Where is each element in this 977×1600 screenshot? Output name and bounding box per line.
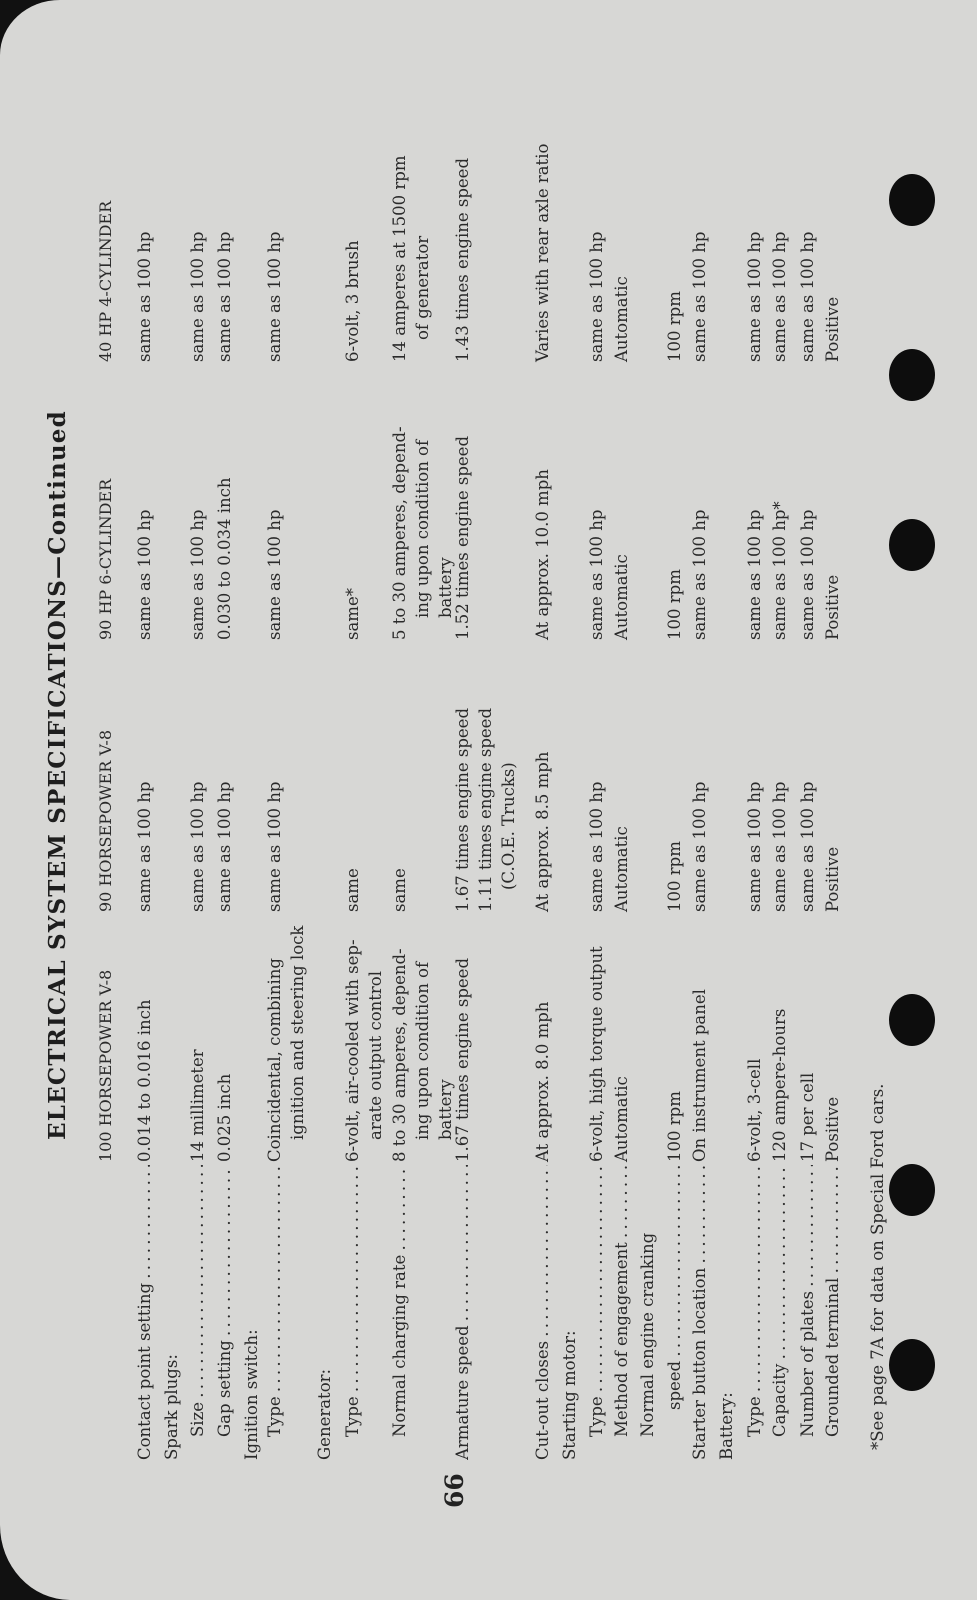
cell-line: 100 rpm xyxy=(665,841,684,912)
cell-line: same xyxy=(390,868,409,912)
table-cell xyxy=(821,297,844,362)
cell-line: same as 100 hp xyxy=(265,509,284,640)
page-number: 66 xyxy=(440,1473,469,1508)
table-cell xyxy=(133,782,156,912)
table-cell xyxy=(768,782,791,912)
cell-line: same as 100 hp xyxy=(135,781,154,912)
table-row xyxy=(341,0,385,1600)
cell-line: same as 100 hp xyxy=(188,231,207,362)
cell-line: 8 to 30 amperes, depend- xyxy=(390,948,409,1162)
table-cell xyxy=(213,232,236,362)
table-cell xyxy=(186,232,209,362)
row-label xyxy=(585,1165,608,1437)
cell-line: Varies with rear axle ratio xyxy=(533,143,552,362)
table-cell xyxy=(610,276,633,362)
row-label-text: Number of plates xyxy=(798,1291,817,1437)
row-label-text: Contact point setting xyxy=(135,1282,154,1460)
cell-line: same as 100 hp xyxy=(188,781,207,912)
cell-line: 120 ampere-hours xyxy=(770,1008,789,1162)
cell-line: same as 100 hp xyxy=(587,231,606,362)
row-label xyxy=(313,1165,336,1460)
table-row xyxy=(133,0,156,1600)
cell-line: same as 100 hp xyxy=(135,231,154,362)
cell-line: 0.014 to 0.016 inch xyxy=(135,999,154,1162)
table-cell xyxy=(531,469,554,640)
cell-line: same as 100 hp xyxy=(745,781,764,912)
cell-line: same as 100 hp xyxy=(745,509,764,640)
row-label xyxy=(558,1165,581,1460)
row-label xyxy=(213,1165,236,1437)
cell-line: of generator xyxy=(413,235,432,340)
table-cell xyxy=(585,510,608,640)
table-cell xyxy=(263,782,286,912)
cell-line: Coincidental, combining xyxy=(265,958,284,1162)
cell-line: same as 100 hp xyxy=(188,509,207,640)
row-label xyxy=(160,1165,183,1460)
cell-line: arate output control xyxy=(366,971,385,1140)
row-label xyxy=(388,1165,411,1437)
cell-line: same as 100 hp xyxy=(587,509,606,640)
table-cell xyxy=(585,782,608,912)
cell-line: 6-volt, high torque output xyxy=(587,946,606,1162)
table-cell xyxy=(796,782,819,912)
row-label-text: Generator: xyxy=(315,1368,334,1460)
cell-line: On instrument panel xyxy=(690,989,709,1162)
table-cell xyxy=(451,708,520,912)
table-cell xyxy=(796,232,819,362)
cell-line: same as 100 hp xyxy=(798,231,817,362)
row-label-text: Grounded terminal xyxy=(823,1277,842,1437)
table-cell xyxy=(263,926,309,1162)
column-header-90hp-v8: 90 HORSEPOWER V-8 xyxy=(96,729,115,912)
table-cell xyxy=(585,946,608,1162)
cell-line: same* xyxy=(343,588,362,640)
row-label xyxy=(796,1165,819,1437)
table-cell xyxy=(341,868,364,912)
cell-line: Positive xyxy=(823,574,842,640)
table-cell xyxy=(388,868,411,912)
table-row xyxy=(186,0,209,1600)
row-label xyxy=(743,1165,766,1437)
cell-line: same as 100 hp xyxy=(215,781,234,912)
table-cell xyxy=(451,958,474,1162)
cell-line: same xyxy=(343,868,362,912)
cell-line: 1.67 times engine speed xyxy=(453,707,472,912)
table-row xyxy=(743,0,766,1600)
table-row xyxy=(160,0,183,1600)
column-header-90hp-6cyl: 90 HP 6-CYLINDER xyxy=(96,478,115,640)
table-cell xyxy=(663,291,686,362)
cell-line: same as 100 hp xyxy=(215,231,234,362)
cell-line: 17 per cell xyxy=(798,1072,817,1162)
table-row xyxy=(240,0,263,1600)
table-cell xyxy=(796,1073,819,1162)
table-cell xyxy=(388,948,457,1162)
row-label xyxy=(610,1165,633,1437)
table-cell xyxy=(663,1091,686,1162)
cell-line: battery xyxy=(436,1079,455,1140)
cell-line: Positive xyxy=(823,846,842,912)
table-row xyxy=(663,0,686,1600)
row-label-text: Type xyxy=(265,1396,284,1437)
row-label-text: Type xyxy=(745,1396,764,1437)
table-row xyxy=(796,0,819,1600)
table-cell xyxy=(451,158,474,362)
table-cell xyxy=(688,782,711,912)
row-label xyxy=(715,1165,738,1460)
row-label xyxy=(688,1165,711,1460)
row-label-text: Capacity xyxy=(770,1363,789,1437)
cell-line: same as 100 hp xyxy=(587,781,606,912)
cell-line: same as 100 hp xyxy=(798,509,817,640)
cell-line: same as 100 hp xyxy=(798,781,817,912)
table-row xyxy=(263,0,307,1600)
table-cell xyxy=(186,782,209,912)
cell-line: Positive xyxy=(823,1096,842,1162)
row-label-text: speed xyxy=(665,1360,684,1410)
cell-line: same as 100 hp xyxy=(135,509,154,640)
cell-line: 1.11 times engine speed xyxy=(476,707,495,912)
table-cell xyxy=(821,1097,844,1162)
row-label-text: Size xyxy=(188,1401,207,1437)
table-cell xyxy=(213,782,236,912)
row-label-text: Normal engine cranking xyxy=(638,1232,657,1437)
cell-line: (C.O.E. Trucks) xyxy=(499,762,518,890)
table-cell xyxy=(133,999,156,1162)
cell-line: 14 millimeter xyxy=(188,1049,207,1162)
cell-line: same as 100 hp xyxy=(770,781,789,912)
cell-line: Automatic xyxy=(612,554,631,640)
row-label-text: Starter button location xyxy=(690,1267,709,1460)
cell-line: 6-volt, 3-cell xyxy=(745,1058,764,1162)
row-label xyxy=(263,1165,286,1437)
table-cell xyxy=(186,510,209,640)
cell-line: 1.67 times engine speed xyxy=(453,957,472,1162)
table-cell xyxy=(531,144,554,362)
table-cell xyxy=(388,156,434,362)
row-label-text: Type xyxy=(343,1396,362,1437)
table-cell xyxy=(688,232,711,362)
table-row xyxy=(688,0,711,1600)
cell-line: Automatic xyxy=(612,276,631,362)
column-header-100hp-v8: 100 HORSEPOWER V-8 xyxy=(96,969,115,1162)
table-row xyxy=(610,0,633,1600)
table-row xyxy=(558,0,581,1600)
cell-line: battery xyxy=(436,557,455,618)
row-label-text: Normal charging rate xyxy=(390,1254,409,1437)
cell-line: 1.52 times engine speed xyxy=(453,435,472,640)
cell-line: 5 to 30 amperes, depend- xyxy=(390,426,409,640)
cell-line: ing upon condition of xyxy=(413,961,432,1140)
table-cell xyxy=(743,1059,766,1162)
row-label xyxy=(636,1165,659,1437)
table-cell xyxy=(133,232,156,362)
table-row xyxy=(821,0,844,1600)
cell-line: same as 100 hp xyxy=(690,781,709,912)
table-row xyxy=(213,0,236,1600)
cell-line: 100 rpm xyxy=(665,291,684,362)
row-label-text: Method of engagement xyxy=(612,1242,631,1437)
cell-line: 6-volt, air-cooled with sep- xyxy=(343,939,362,1162)
row-label xyxy=(451,1165,474,1460)
cell-line: At approx. 8.0 mph xyxy=(533,1001,552,1162)
cell-line: 6-volt, 3 brush xyxy=(343,240,362,362)
cell-line: same as 100 hp xyxy=(265,231,284,362)
row-label-text: Ignition switch: xyxy=(242,1329,261,1460)
table-cell xyxy=(531,1002,554,1162)
row-label xyxy=(531,1165,554,1460)
row-label-text: Spark plugs: xyxy=(162,1354,181,1460)
cell-line: At approx. 10.0 mph xyxy=(533,469,552,640)
row-label-text: Starting motor: xyxy=(560,1330,579,1460)
table-cell xyxy=(688,989,711,1162)
table-cell xyxy=(768,501,791,640)
table-row xyxy=(585,0,608,1600)
page-title: ELECTRICAL SYSTEM SPECIFICATIONS—Continued xyxy=(44,410,71,1140)
cell-line: 0.025 inch xyxy=(215,1073,234,1162)
row-label-text: Type xyxy=(587,1396,606,1437)
row-label-text: Armature speed xyxy=(453,1325,472,1460)
table-cell xyxy=(388,426,457,640)
table-cell xyxy=(610,826,633,912)
table-cell xyxy=(663,569,686,640)
table-cell xyxy=(133,510,156,640)
cell-line: same as 100 hp xyxy=(690,509,709,640)
column-header-40hp-4cyl: 40 HP 4-CYLINDER xyxy=(96,200,115,362)
cell-line: 14 amperes at 1500 rpm xyxy=(390,155,409,362)
table-cell xyxy=(743,782,766,912)
table-cell xyxy=(610,1076,633,1162)
row-label xyxy=(663,1165,686,1410)
cell-line: ignition and steering lock xyxy=(288,925,307,1140)
row-label-text: Gap setting xyxy=(215,1340,234,1437)
table-cell xyxy=(768,1009,791,1162)
table-cell xyxy=(213,477,236,640)
table-cell xyxy=(610,554,633,640)
cell-line: Automatic xyxy=(612,1076,631,1162)
cell-line: same as 100 hp xyxy=(745,231,764,362)
table-cell xyxy=(663,841,686,912)
table-cell xyxy=(531,752,554,912)
table-cell xyxy=(688,510,711,640)
table-cell xyxy=(821,847,844,912)
cell-line: ing upon condition of xyxy=(413,439,432,618)
table-cell xyxy=(341,588,364,640)
cell-line: Automatic xyxy=(612,826,631,912)
row-label-text: Battery: xyxy=(717,1392,736,1460)
table-cell xyxy=(585,232,608,362)
table-row xyxy=(313,0,336,1600)
row-label xyxy=(768,1165,791,1437)
cell-line: Positive xyxy=(823,296,842,362)
row-label xyxy=(341,1165,364,1437)
row-label xyxy=(821,1165,844,1437)
table-cell xyxy=(186,1049,209,1162)
table-cell xyxy=(341,240,364,362)
cell-line: same as 100 hp xyxy=(265,781,284,912)
table-cell xyxy=(213,1074,236,1162)
row-label-text: Cut-out closes xyxy=(533,1340,552,1460)
table-cell xyxy=(341,939,387,1162)
row-label xyxy=(186,1165,209,1437)
table-cell xyxy=(743,510,766,640)
table-cell xyxy=(743,232,766,362)
table-row xyxy=(531,0,554,1600)
table-row xyxy=(715,0,738,1600)
cell-line: 1.43 times engine speed xyxy=(453,157,472,362)
table-cell xyxy=(796,510,819,640)
table-row xyxy=(768,0,791,1600)
table-row xyxy=(451,0,518,1600)
table-cell xyxy=(821,575,844,640)
table-cell xyxy=(263,510,286,640)
table-cell xyxy=(263,232,286,362)
cell-line: 0.030 to 0.034 inch xyxy=(215,477,234,640)
table-cell xyxy=(768,232,791,362)
table-cell xyxy=(451,436,474,640)
table-row xyxy=(636,0,659,1600)
row-label xyxy=(133,1165,156,1460)
cell-line: same as 100 hp* xyxy=(770,501,789,640)
cell-line: 100 rpm xyxy=(665,569,684,640)
cell-line: same as 100 hp xyxy=(690,231,709,362)
row-label xyxy=(240,1165,263,1460)
cell-line: 100 rpm xyxy=(665,1091,684,1162)
cell-line: same as 100 hp xyxy=(770,231,789,362)
cell-line: At approx. 8.5 mph xyxy=(533,751,552,912)
footnote: *See page 7A for data on Special Ford cars. xyxy=(868,1083,887,1450)
